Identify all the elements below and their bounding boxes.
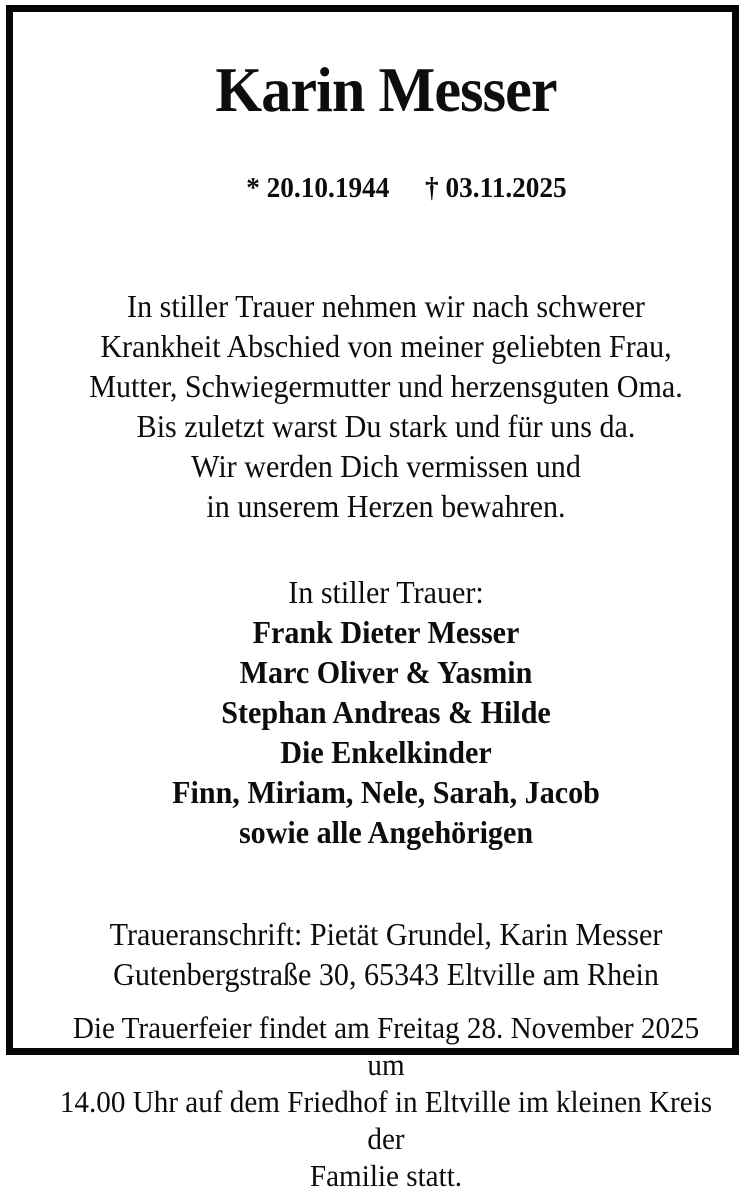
address-line: Gutenbergstraße 30, 65343 Eltville am Rhein [113, 956, 659, 992]
deceased-name: Karin Messer [215, 54, 557, 125]
tribute-line: in unserem Herzen bewahren. [206, 488, 566, 524]
obituary-frame [6, 5, 739, 1193]
tribute-line: Bis zuletzt warst Du stark und für uns da. [136, 408, 636, 444]
birth-date: * 20.10.1944 [246, 172, 390, 204]
obituary-content [26, 24, 746, 1193]
mourner-line: sowie alle Angehörigen [238, 814, 534, 850]
mourning-address [26, 914, 746, 994]
mourner-line: Die Enkelkinder [280, 734, 492, 770]
funeral-line: Familie statt. [309, 1158, 463, 1193]
tribute-line: Wir werden Dich vermissen und [191, 448, 581, 484]
tribute-paragraph [26, 286, 746, 526]
mourner-line: Frank Dieter Messer [252, 614, 520, 650]
funeral-line: Die Trauerfeier findet am Freitag 28. November 2025 um [72, 1010, 714, 1082]
address-line: Traueranschrift: Pietät Grundel, Karin Messer [109, 916, 663, 952]
tribute-line: Krankheit Abschied von meiner geliebten Frau, [100, 328, 672, 364]
life-dates [48, 134, 725, 242]
mourner-line: Finn, Miriam, Nele, Sarah, Jacob [172, 774, 600, 810]
tribute-line: In stiller Trauer nehmen wir nach schwerer [127, 288, 645, 324]
death-date: † 03.11.2025 [425, 172, 567, 204]
funeral-line: 14.00 Uhr auf dem Friedhof in Eltville im kleinen Kreis der [59, 1084, 720, 1156]
mourners-heading: In stiller Trauer: [288, 574, 484, 610]
mourners-section [26, 572, 746, 852]
funeral-info [26, 1009, 746, 1194]
mourner-line: Stephan Andreas & Hilde [221, 694, 551, 730]
tribute-line: Mutter, Schwiegermutter und herzensguten Oma. [89, 368, 683, 404]
mourner-line: Marc Oliver & Yasmin [239, 654, 533, 690]
